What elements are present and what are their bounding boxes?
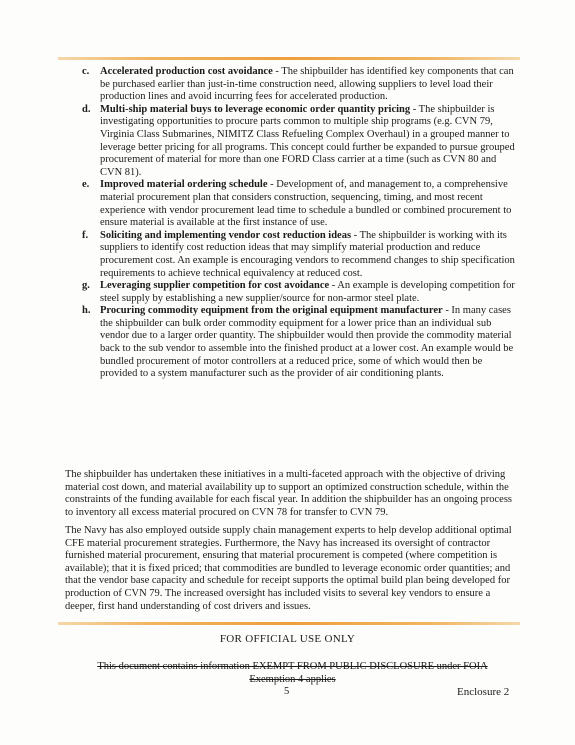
exemption-line-1: This document contains information EXEMPT FROM PUBLIC DISCLOSURE under FOIA — [97, 661, 488, 672]
item-title: Procuring commodity equipment from the original equipment manufacturer — [100, 305, 443, 317]
list-marker: e. — [82, 179, 90, 191]
item-title: Leveraging supplier competition for cost avoidance — [100, 280, 330, 292]
item-body: - The shipbuilder has identified key components that can be purchased earlier than just-in-time construction need, allowing suppliers to level load their production lines and avoid incurring fees for accelerated production. — [100, 66, 514, 103]
list-marker: h. — [82, 305, 91, 317]
list-marker: f. — [82, 229, 89, 241]
list-marker: g. — [82, 280, 90, 292]
list-item — [82, 179, 520, 229]
top-divider — [58, 57, 520, 60]
initiatives-list — [82, 66, 520, 381]
list-marker: c. — [82, 66, 90, 77]
item-body: - The shipbuilder is working with its suppliers to identify cost reduction ideas that may simplify material production and reduce procurement cost. An example is encouraging vendors to recommend changes to ship specification requirements to achieve technical equivalency at reduced cost. — [100, 229, 515, 279]
item-body: - In many cases the shipbuilder can bulk order commodity equipment for a lower price than an individual sub vendor due to a larger order quantity. The shipbuilder would then provide the commodity material back to the sub vendor to assemble into the finished product at a lower cost. An example would be bundled procurement of motor controllers at a reduced price, some of which would then be provided to a system manufacturer such as the provider of air conditioning plants. — [100, 305, 514, 380]
navy-oversight-paragraph: The Navy has also employed outside supply chain management experts to help develop additional optimal CFE material procurement strategies. Furthermore, the Navy has increased its oversight of contractor furnished material procurement, ensuring that material procurement is competed (where competition is available); that it is fixed priced; that commodities are bundled to leverage economic order quantities; and that the vendor base capacity and schedule for receipt supports the optimal build plan being developed for production of CVN 79. The increased oversight has included visits to several key vendors to ensure a deeper, first hand understanding of cost drivers and issues. — [65, 525, 512, 612]
list-item — [82, 230, 520, 280]
item-title: Improved material ordering schedule — [100, 179, 268, 191]
page-number: 5 — [284, 686, 290, 697]
item-title: Multi-ship material buys to leverage economic order quantity pricing — [100, 103, 411, 115]
item-body: - Development of, and management to, a comprehensive material procurement plan that considers construction, sequencing, timing, and most recent experience with vendor procurement lead time to schedule a bundled or combined procurement to ensure material is available at the first instance of use. — [100, 179, 512, 229]
foia-exemption-notice — [65, 661, 520, 687]
item-body: - The shipbuilder is investigating opportunities to procure parts common to multiple ship programs (e.g. CVN 79, Virginia Class Submarines, NIMITZ Class Refueling Complex Overhaul) in a grouped manner to leverage better pricing for all programs. This concept could further be expanded to pursue grouped procurement of material for more than one FORD Class carrier at a time (such as CVN 80 and CVN 81). — [100, 103, 515, 178]
item-title: Soliciting and implementing vendor cost reduction ideas — [100, 229, 352, 241]
exemption-line-2: Exemption 4 applies — [249, 673, 336, 685]
list-item — [82, 104, 520, 180]
list-item — [82, 305, 520, 381]
list-marker: d. — [82, 103, 91, 115]
list-item — [82, 280, 520, 305]
fouo-marking: FOR OFFICIAL USE ONLY — [219, 633, 356, 645]
summary-paragraph: The shipbuilder has undertaken these initiatives in a multi-faceted approach with the objective of driving material cost down, and material availability up to support an optimized construction schedule, within the constraints of the funding available for each fiscal year. In addition the shipbuilder has an ongoing process to inventory all excess material procured on CVN 78 for transfer to CVN 79. — [65, 469, 512, 518]
bottom-divider — [58, 622, 520, 625]
item-body: - An example is developing competition for steel supply by establishing a new supplier/source for non-armor steel plate. — [100, 280, 515, 304]
item-title: Accelerated production cost avoidance — [100, 66, 273, 77]
enclosure-label: Enclosure 2 — [457, 686, 510, 698]
list-item — [82, 66, 520, 104]
